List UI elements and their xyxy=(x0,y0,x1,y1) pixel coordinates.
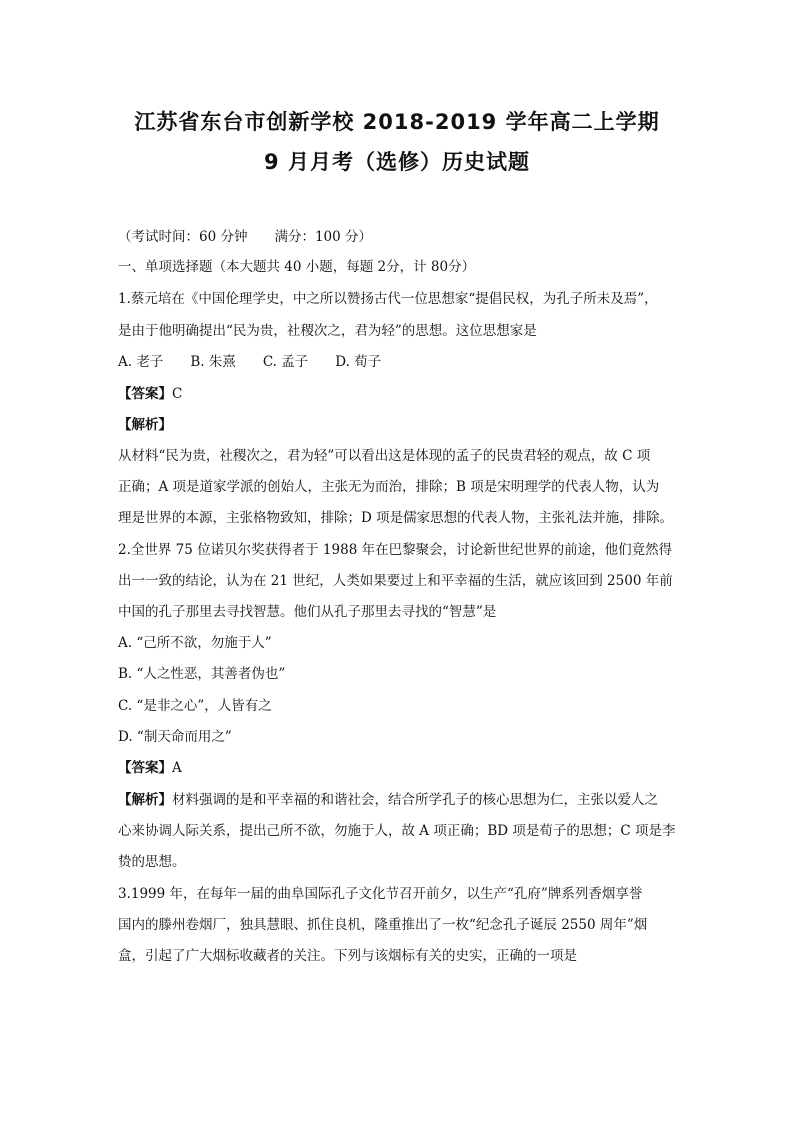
q1-stem-line-1: 1.蔡元培在《中国伦理学史，中之所以赞扬古代一位思想家“提倡民权，为孔子所未及焉”， xyxy=(118,291,658,307)
q1-answer xyxy=(118,385,182,403)
q2-stem-line-1: 2.全世界 75 位诺贝尔奖获得者于 1988 年在巴黎聚会，讨论新世纪世界的前途，他们竟然得 xyxy=(118,542,673,558)
q2-option-a: A. “己所不欲，勿施于人” xyxy=(118,635,272,651)
q2-stem-line-3: 中国的孔子那里去寻找智慧。他们从孔子那里去寻找的“智慧”是 xyxy=(118,604,497,620)
analysis-text: 材料强调的是和平幸福的和谐社会，结合所学孔子的核心思想为仁，主张以爱人之 xyxy=(172,792,658,808)
answer-label: 【答案】 xyxy=(118,386,172,402)
q1-stem-line-2: 是由于他明确提出“民为贵，社稷次之，君为轻”的思想。这位思想家是 xyxy=(118,323,537,339)
q1-analysis-line-1: 从材料“民为贵，社稷次之，君为轻”可以看出这是体现的孟子的民贵君轻的观点，故 C 项 xyxy=(118,448,651,464)
q1-analysis-label xyxy=(118,416,172,434)
q2-analysis-line-1 xyxy=(118,791,658,809)
page-title-line-1: 江苏省东台市创新学校 2018-2019 学年高二上学期 xyxy=(134,110,660,134)
q2-stem-line-2: 出一一致的结论，认为在 21 世纪，人类如果要过上和平幸福的生活，就应该回到 2500 年前 xyxy=(118,573,673,589)
answer-label: 【答案】 xyxy=(118,760,172,776)
q1-analysis-line-3: 理是世界的本源，主张格物致知，排除；D 项是儒家思想的代表人物，主张礼法并施，排除。 xyxy=(118,510,674,526)
q2-analysis-line-2: 心来协调人际关系，提出己所不欲，勿施于人，故 A 项正确；BD 项是荀子的思想；C 项是李 xyxy=(118,823,676,839)
exam-info: （考试时间：60 分钟 满分：100 分） xyxy=(118,229,373,245)
q2-answer xyxy=(118,759,182,777)
q1-options: A. 老子 B. 朱熹 C. 孟子 D. 荀子 xyxy=(118,354,382,370)
section-heading: 一、单项选择题（本大题共 40 小题，每题 2分，计 80分） xyxy=(118,259,476,275)
q3-stem-line-2: 国内的滕州卷烟厂，独具慧眼、抓住良机，隆重推出了一枚“纪念孔子诞辰 2550 周年”烟 xyxy=(118,917,648,933)
q1-analysis-line-2: 正确；A 项是道家学派的创始人，主张无为而治，排除；B 项是宋明理学的代表人物，认为 xyxy=(118,479,660,495)
q2-analysis-line-3: 贽的思想。 xyxy=(118,854,186,870)
q3-stem-line-3: 盒，引起了广大烟标收藏者的关注。下列与该烟标有关的史实，正确的一项是 xyxy=(118,948,577,964)
page-title-line-2: 9 月月考（选修）历史试题 xyxy=(264,150,530,174)
analysis-label: 【解析】 xyxy=(118,792,172,808)
q2-option-b: B. “人之性恶，其善者伪也” xyxy=(118,666,286,682)
q2-option-d: D. “制天命而用之” xyxy=(118,729,232,745)
q3-stem-line-1: 3.1999 年，在每年一届的曲阜国际孔子文化节召开前夕，以生产“孔府”牌系列香烟享誉 xyxy=(118,886,643,902)
answer-value: C xyxy=(172,386,183,402)
q2-option-c: C. “是非之心”，人皆有之 xyxy=(118,698,272,714)
analysis-label: 【解析】 xyxy=(118,417,172,433)
answer-value: A xyxy=(172,760,182,776)
